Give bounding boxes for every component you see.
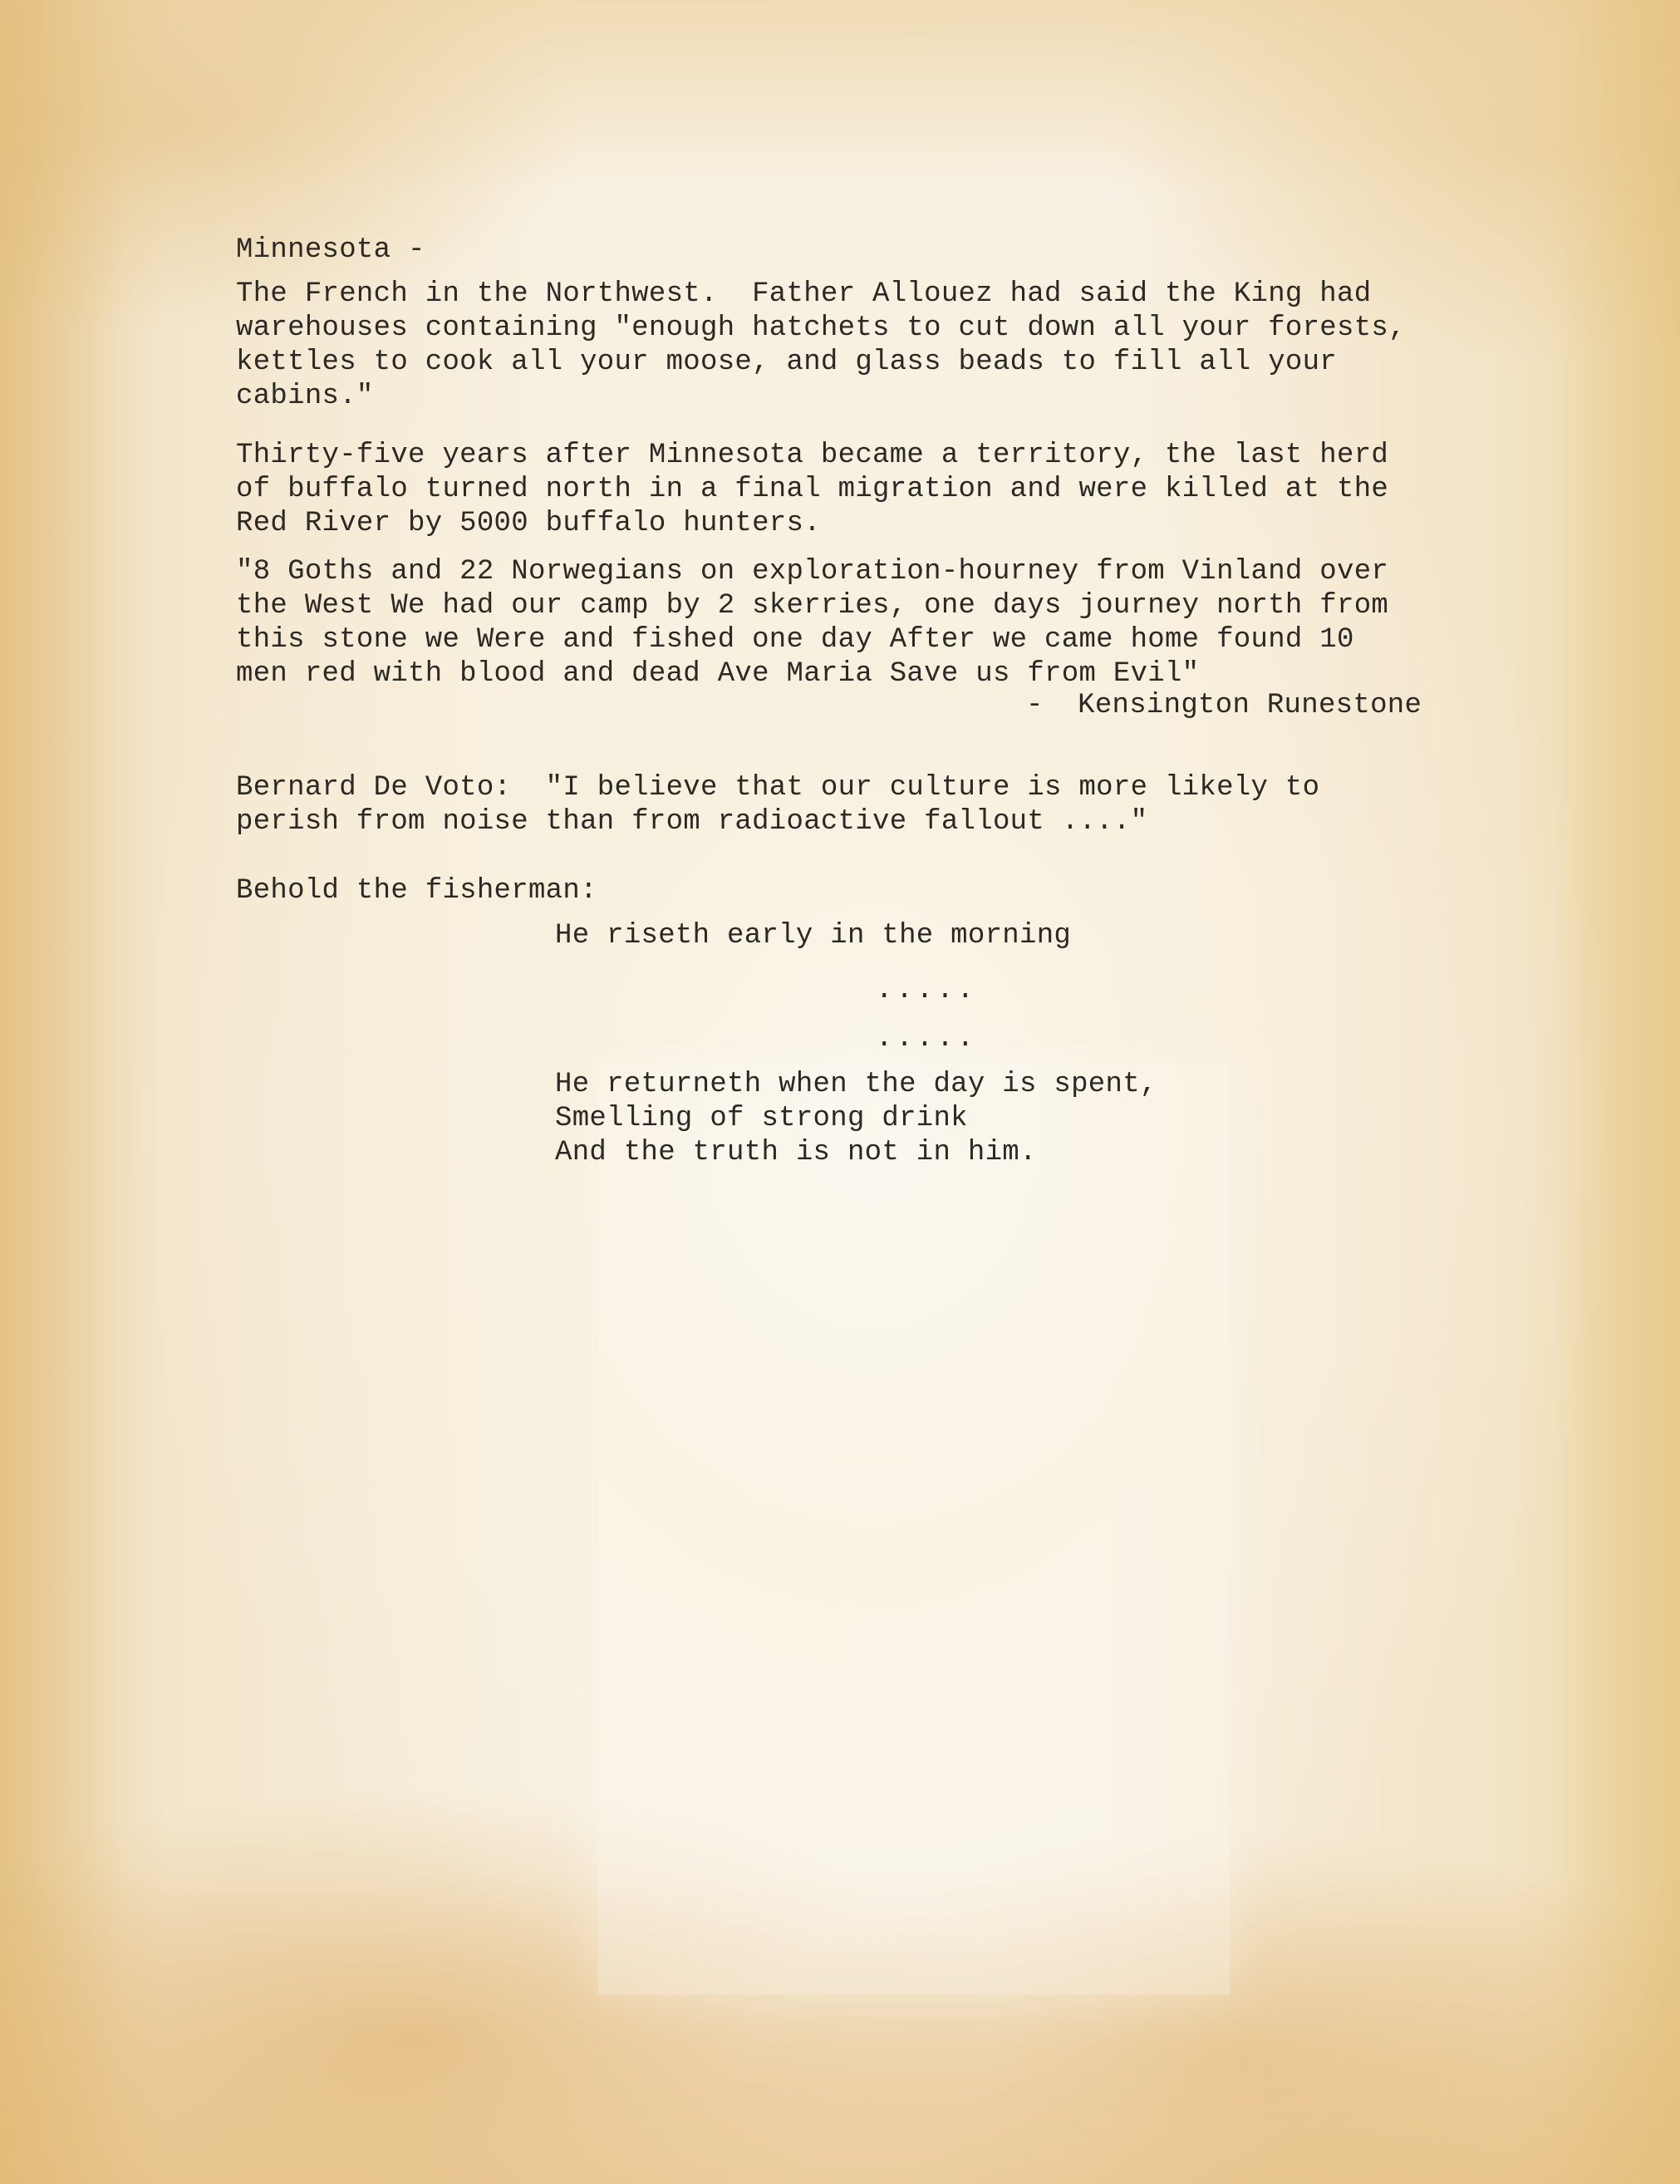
ellipsis-line-2: ..... xyxy=(876,1023,978,1055)
fisherman-verse-2: He returneth when the day is spent, Smelling of strong drink And the truth is not in him. xyxy=(555,1069,1157,1168)
runestone-attribution: - Kensington Runestone xyxy=(1026,690,1422,721)
paragraph-french-northwest: The French in the Northwest. Father Allouez had said the King had warehouses containing "enough hatchets to cut down all your forests, kettles to cook all your moose, and glass beads to fill all your cabins." xyxy=(236,278,1406,412)
paper-stain-top xyxy=(0,0,1680,191)
paper-light-patch xyxy=(598,1064,1230,1995)
ellipsis-line-1: ..... xyxy=(876,975,978,1006)
fisherman-intro: Behold the fisherman: xyxy=(236,875,597,907)
fisherman-verse-1: He riseth early in the morning xyxy=(555,920,1072,952)
devoto-quote: Bernard De Voto: "I believe that our culture is more likely to perish from noise than from radioactive fallout ...." xyxy=(236,772,1320,838)
paper-stain-bottom xyxy=(0,1870,1680,2184)
page-heading: Minnesota - xyxy=(236,234,425,266)
runestone-quote: "8 Goths and 22 Norwegians on exploration-hourney from Vinland over the West We had our camp by 2 skerries, one days journey north from this stone we Were and fished one day After we came home found 10 men red with blood and dead Ave Maria Save us from Evil" xyxy=(236,556,1389,690)
paper-stain-right xyxy=(1555,0,1680,2184)
paragraph-buffalo: Thirty-five years after Minnesota became a territory, the last herd of buffalo turned north in a final migration and were killed at the Red River by 5000 buffalo hunters. xyxy=(236,440,1389,539)
paper-stain-left xyxy=(0,0,125,2184)
